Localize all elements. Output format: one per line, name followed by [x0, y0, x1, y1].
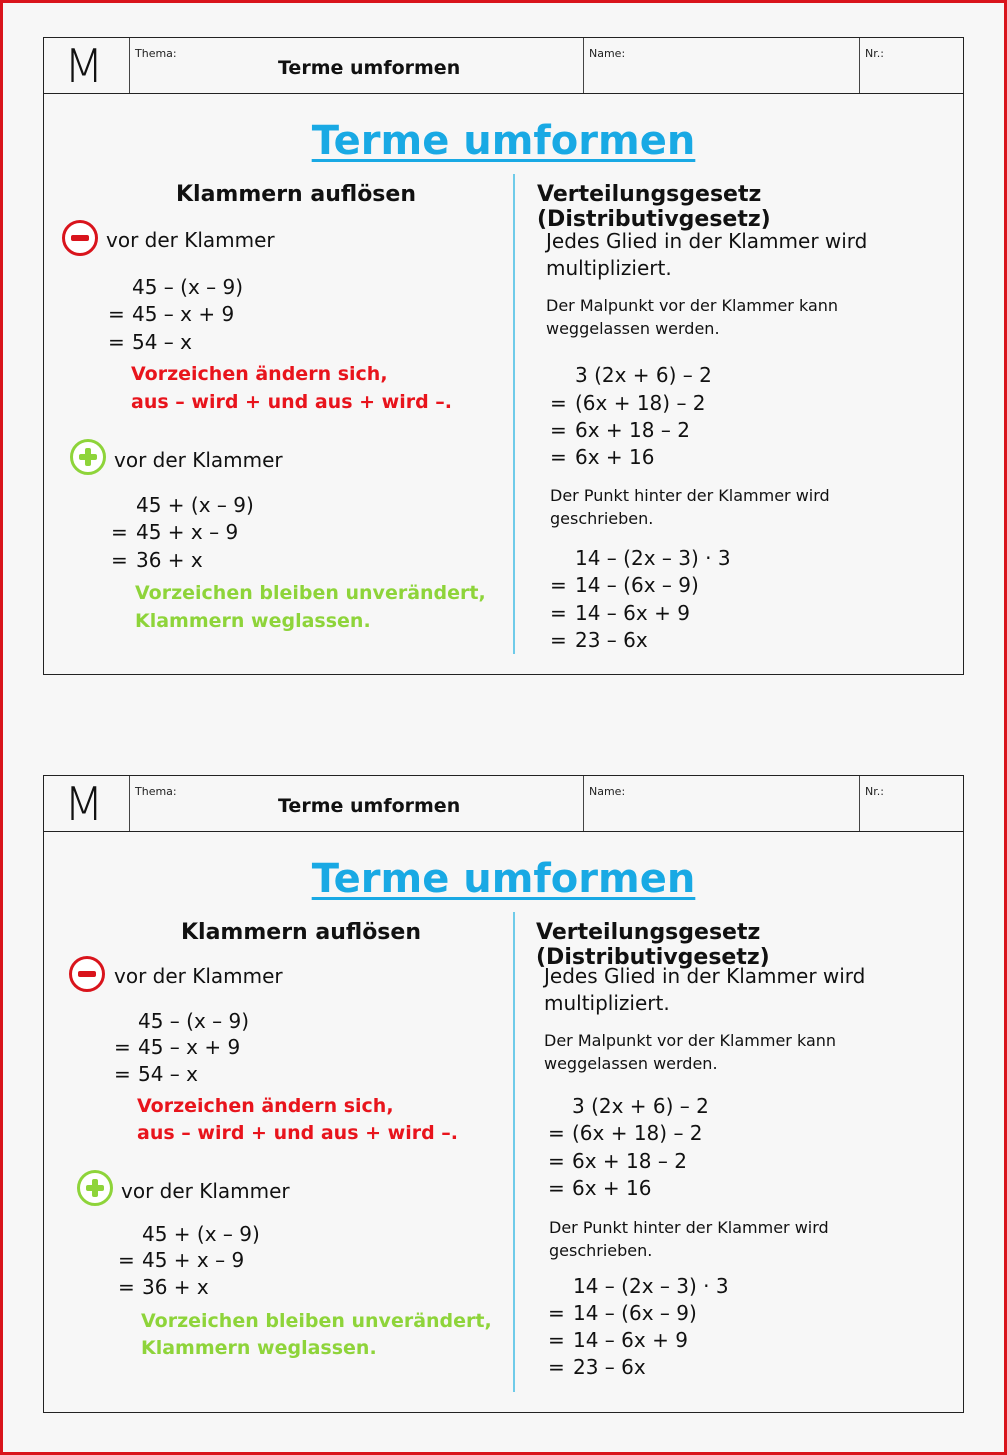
- thema-cell: [130, 776, 584, 831]
- nr-label: Nr.:: [865, 47, 884, 60]
- eq-sign: =: [548, 1176, 565, 1200]
- left-heading: Klammern auflösen: [176, 182, 416, 207]
- worksheet-card-1: [43, 37, 964, 675]
- card-header: [44, 38, 963, 94]
- nr-field[interactable]: [860, 38, 963, 93]
- thema-value: Terme umformen: [278, 57, 461, 79]
- nr-field[interactable]: [860, 776, 963, 831]
- eq-sign: =: [114, 1062, 131, 1086]
- ex2-line-4: 23 – 6x: [575, 628, 648, 652]
- page-title: Terme umformen: [311, 118, 696, 164]
- eq-sign: =: [550, 601, 567, 625]
- minus-line-3: 54 – x: [138, 1062, 198, 1086]
- eq-sign: =: [111, 520, 128, 544]
- ex2-line-4: 23 – 6x: [573, 1355, 646, 1379]
- minus-note-2: aus – wird + und aus + wird –.: [137, 1122, 459, 1144]
- eq-sign: =: [118, 1248, 135, 1272]
- ex2-line-1: 14 – (2x – 3) · 3: [573, 1274, 729, 1298]
- thema-value: Terme umformen: [278, 795, 461, 817]
- eq-sign: =: [114, 1035, 131, 1059]
- ex2-line-2: 14 – (6x – 9): [573, 1301, 697, 1325]
- thema-label: Thema:: [135, 785, 177, 798]
- math-logo: M: [64, 39, 104, 93]
- card-header: [44, 776, 963, 832]
- minus-line-2: 45 – x + 9: [132, 302, 235, 326]
- name-field[interactable]: [584, 776, 860, 831]
- plus-line-3: 36 + x: [142, 1275, 209, 1299]
- thema-cell: [130, 38, 584, 93]
- rule-punkt-hinter: Der Punkt hinter der Klammer wird geschrieben.: [550, 486, 830, 528]
- eq-sign: =: [108, 330, 125, 354]
- ex1-line-2: (6x + 18) – 2: [575, 391, 706, 415]
- page-title: Terme umformen: [311, 856, 696, 902]
- eq-sign: =: [548, 1121, 565, 1145]
- eq-sign: =: [548, 1301, 565, 1325]
- rule-punkt-hinter: Der Punkt hinter der Klammer wird geschrieben.: [549, 1218, 829, 1260]
- name-label: Name:: [589, 47, 626, 60]
- distributive-intro: Jedes Glied in der Klammer wird multipliziert.: [546, 229, 868, 280]
- eq-sign: =: [550, 628, 567, 652]
- eq-sign: =: [111, 548, 128, 572]
- plus-line-2: 45 + x – 9: [142, 1248, 245, 1272]
- eq-sign: =: [548, 1355, 565, 1379]
- plus-circle-icon: [70, 439, 106, 475]
- eq-sign: =: [550, 573, 567, 597]
- ex1-line-1: 3 (2x + 6) – 2: [575, 363, 712, 387]
- distributive-intro: Jedes Glied in der Klammer wird multipliziert.: [544, 964, 866, 1015]
- worksheet-card-2: [43, 775, 964, 1413]
- ex1-line-4: 6x + 16: [575, 445, 655, 469]
- ex1-line-3: 6x + 18 – 2: [572, 1149, 687, 1173]
- plus-line-1: 45 + (x – 9): [136, 493, 254, 517]
- minus-subheading: vor der Klammer: [106, 228, 275, 252]
- ex1-line-4: 6x + 16: [572, 1176, 652, 1200]
- minus-circle-icon: [62, 220, 98, 256]
- plus-note-2: Klammern weglassen.: [135, 610, 371, 632]
- plus-subheading: vor der Klammer: [114, 448, 283, 472]
- thema-label: Thema:: [135, 47, 177, 60]
- plus-line-1: 45 + (x – 9): [142, 1222, 260, 1246]
- minus-line-1: 45 – (x – 9): [138, 1009, 250, 1033]
- minus-line-2: 45 – x + 9: [138, 1035, 241, 1059]
- plus-note-2: Klammern weglassen.: [141, 1337, 377, 1359]
- ex1-line-1: 3 (2x + 6) – 2: [572, 1094, 709, 1118]
- nr-label: Nr.:: [865, 785, 884, 798]
- plus-note-1: Vorzeichen bleiben unverändert,: [141, 1310, 492, 1332]
- rule-malpunkt: Der Malpunkt vor der Klammer kann weggelassen werden.: [544, 1031, 837, 1073]
- right-heading: Verteilungsgesetz (Distributivgesetz): [537, 182, 771, 232]
- eq-sign: =: [550, 445, 567, 469]
- eq-sign: =: [550, 391, 567, 415]
- plus-note-1: Vorzeichen bleiben unverändert,: [135, 582, 486, 604]
- column-divider: [513, 174, 515, 654]
- ex2-line-3: 14 – 6x + 9: [575, 601, 690, 625]
- ex2-line-3: 14 – 6x + 9: [573, 1328, 688, 1352]
- eq-sign: =: [548, 1149, 565, 1173]
- left-heading: Klammern auflösen: [181, 920, 421, 945]
- eq-sign: =: [108, 302, 125, 326]
- rule-malpunkt: Der Malpunkt vor der Klammer kann weggelassen werden.: [546, 296, 839, 338]
- plus-line-3: 36 + x: [136, 548, 203, 572]
- ex2-line-1: 14 – (2x – 3) · 3: [575, 546, 731, 570]
- eq-sign: =: [550, 418, 567, 442]
- right-heading: Verteilungsgesetz (Distributivgesetz): [536, 920, 770, 970]
- minus-line-1: 45 – (x – 9): [132, 275, 244, 299]
- logo-cell: [44, 38, 130, 93]
- math-logo: M: [64, 777, 104, 831]
- ex1-line-2: (6x + 18) – 2: [572, 1121, 703, 1145]
- minus-circle-icon: [69, 956, 105, 992]
- eq-sign: =: [548, 1328, 565, 1352]
- column-divider: [513, 912, 515, 1392]
- minus-note-2: aus – wird + und aus + wird –.: [131, 391, 453, 413]
- eq-sign: =: [118, 1275, 135, 1299]
- plus-circle-icon: [77, 1170, 113, 1206]
- minus-subheading: vor der Klammer: [114, 964, 283, 988]
- minus-note-1: Vorzeichen ändern sich,: [131, 363, 388, 385]
- minus-line-3: 54 – x: [132, 330, 192, 354]
- plus-subheading: vor der Klammer: [121, 1179, 290, 1203]
- name-label: Name:: [589, 785, 626, 798]
- ex2-line-2: 14 – (6x – 9): [575, 573, 699, 597]
- ex1-line-3: 6x + 18 – 2: [575, 418, 690, 442]
- name-field[interactable]: [584, 38, 860, 93]
- logo-cell: [44, 776, 130, 831]
- minus-note-1: Vorzeichen ändern sich,: [137, 1095, 394, 1117]
- plus-line-2: 45 + x – 9: [136, 520, 239, 544]
